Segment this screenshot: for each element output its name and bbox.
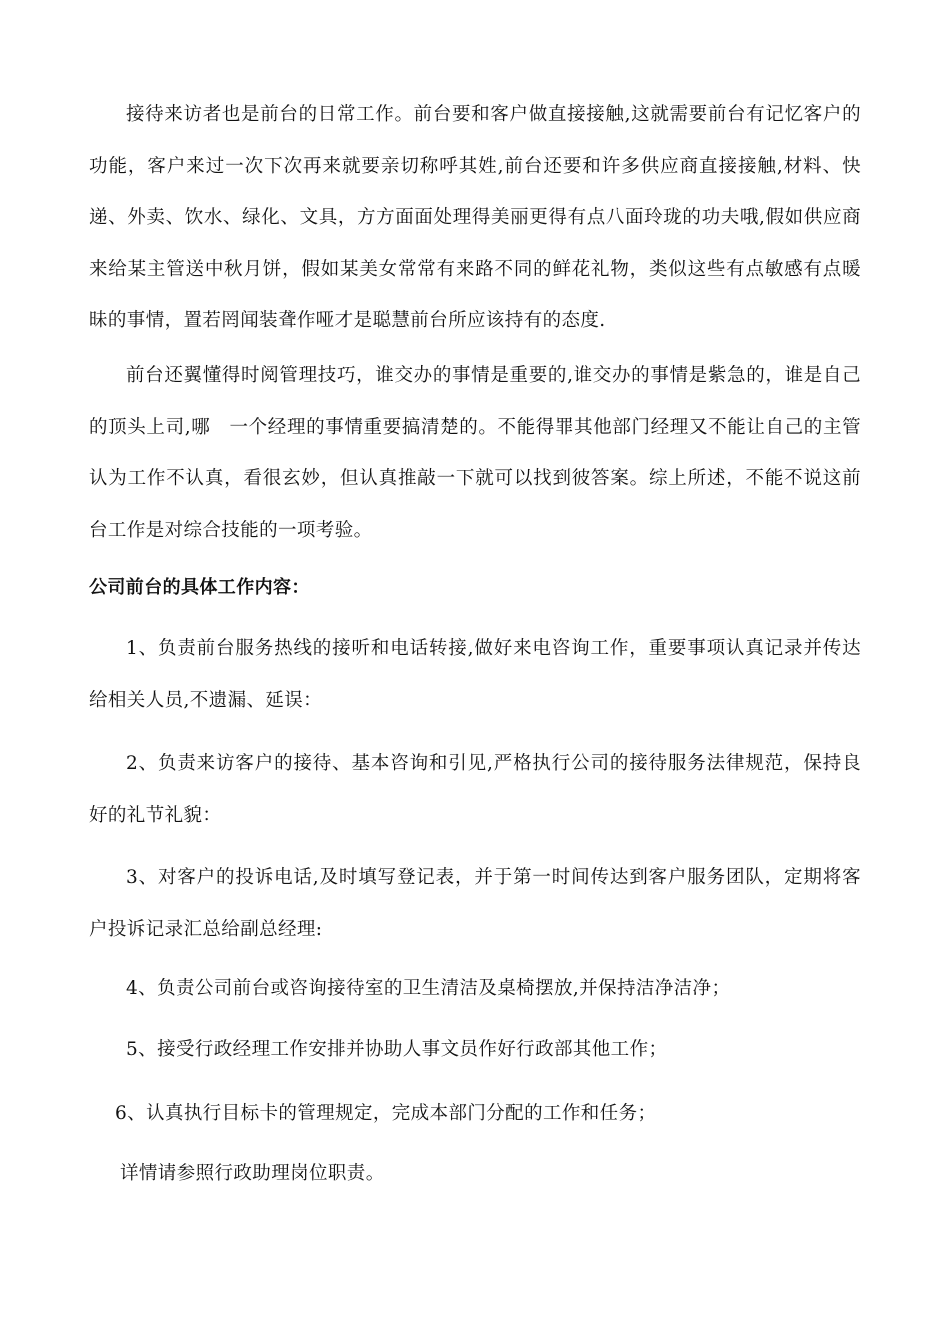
- list-item: 3、对客户的投诉电话,及时填写登记表，并于第一时间传达到客户服务团队，定期将客户投诉记录汇总给副总经理:: [89, 867, 861, 940]
- footer-note: 详情请参照行政助理岗位职责。: [120, 1163, 385, 1184]
- intro-paragraph-1: 接待来访者也是前台的日常工作。前台要和客户做直接接触,这就需要前台有记忆客户的功能，客户来过一次下次再来就要亲切称呼其姓,前台还要和许多供应商直接接触,材料、快递、外卖、饮水、绿化、文具，方方面面处理得美丽更得有点八面玲珑的功夫哦,假如供应商来给某主管送中秋月饼，假如某美女常常有来路不同的鲜花礼物，类似这些有点敏感有点暖昧的事情，置若罔闻装聋作哑才是聪慧前台所应该持有的态度.: [89, 104, 861, 331]
- intro-paragraph-2: 前台还翼懂得时阅管理技巧，谁交办的事情是重要的,谁交办的事情是紫急的，谁是自己的顶头上司,哪 一个经理的事情重要搞清楚的。不能得罪其他部门经理又不能让自己的主管认为工作不认真，看很玄妙，但认真推敲一下就可以找到彼答案。综上所述，不能不说这前台工作是对综合技能的一项考验。: [89, 365, 861, 541]
- list-item: 6、认真执行目标卡的管理规定，完成本部门分配的工作和任务；: [115, 1103, 657, 1124]
- list-item: 1、负责前台服务热线的接听和电话转接,做好来电咨询工作，重要事项认真记录并传达给相关人员,不遗漏、延误：: [89, 638, 861, 711]
- list-item: 2、负责来访客户的接待、基本咨询和引见,严格执行公司的接待服务法律规范，保持良好的礼节礼貌：: [89, 753, 861, 826]
- section-heading: 公司前台的具体工作内容：: [89, 577, 310, 598]
- list-item: 4、负责公司前台或咨询接待室的卫生清洁及桌椅摆放,并保持洁净洁净；: [126, 978, 731, 999]
- list-item: 5、接受行政经理工作安排并协助人事文员作好行政部其他工作；: [126, 1039, 668, 1060]
